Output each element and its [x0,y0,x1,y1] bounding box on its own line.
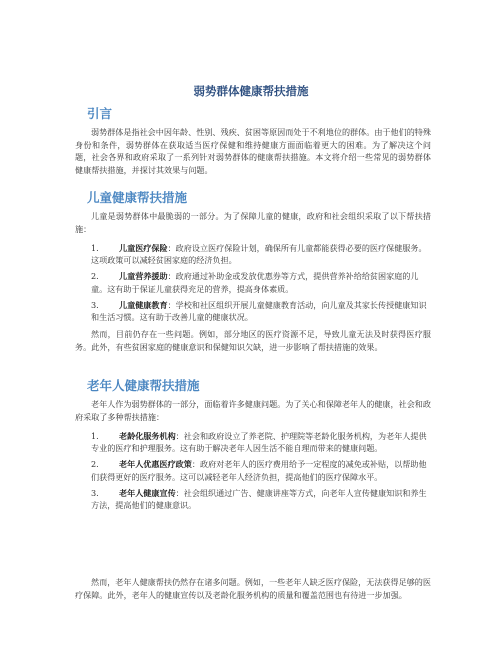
list-item-text: ：社会组织通过广告、健康讲座等方式，向老年人宣传健康知识和养生方法，提高他们的健康意识。 [91,487,427,511]
section-heading-intro: 引言 [87,106,113,121]
list-item-term: 儿童营养援助 [119,271,168,282]
list-item-number: 3. [91,299,99,310]
list-item [75,299,431,323]
list-item-number: 1. [91,431,99,441]
intro-paragraph: 弱势群体是指社会中因年龄、性别、残疾、贫困等原因而处于不利地位的群体。由于他们的特殊身份和条件，弱势群体在获取适当医疗保健和维持健康方面面临着更大的困难。为了解决这个问题，社会各界和政府采取了一系列针对弱势群体的健康帮扶措施。本文将介绍一些常见的弱势群体健康帮扶措施，并探讨其效果与问题。 [75,127,431,175]
list-item [75,430,431,454]
list-item [75,487,431,511]
list-item [75,458,431,482]
section-heading-children: 儿童健康帮扶措施 [87,190,188,205]
list-item-text: ：社会和政府设立了养老院、护理院等老龄化服务机构，为老年人提供专业的医疗和护理服务。这有助于解决老年人因生活不能自理而带来的健康问题。 [91,431,427,454]
list-item-number: 1. [91,243,99,253]
document-title: 弱势群体健康帮扶措施 [193,84,309,98]
section-heading-elderly: 老年人健康帮扶措施 [87,378,200,393]
elderly-measures-list [75,430,431,515]
list-item [75,242,431,266]
list-item-text: ：政府对老年人的医疗费用给予一定程度的减免或补贴，以帮助他们获得更好的医疗服务。这可以减轻老年人经济负担，提高他们的医疗保障水平。 [91,459,427,482]
list-item [75,270,431,294]
elderly-outro-paragraph: 然而，老年人健康帮扶仍然存在诸多问题。例如，一些老年人缺乏医疗保险，无法获得足够的医疗保障。此外，老年人的健康宣传以及老龄化服务机构的质量和覆盖范围也有待进一步加强。 [75,577,431,600]
elderly-intro-paragraph: 老年人作为弱势群体的一部分，面临着许多健康问题。为了关心和保障老年人的健康，社会和政府采取了多种帮扶措施： [75,399,431,422]
children-outro-paragraph: 然而，目前仍存在一些问题。例如，部分地区的医疗资源不足，导致儿童无法及时获得医疗服务。此外，有些贫困家庭的健康意识和保健知识欠缺，进一步影响了帮扶措施的效果。 [75,329,431,352]
children-measures-list [75,242,431,327]
list-item-number: 3. [91,487,99,498]
list-item-text: ：政府通过补助金或发放优惠券等方式，提供营养补给给贫困家庭的儿童。这有助于保证儿童获得充足的营养，提高身体素质。 [91,271,419,294]
list-item-term: 老年人健康宣传 [119,487,176,498]
list-item-term: 儿童健康教育 [119,299,168,310]
list-item-number: 2. [91,459,99,470]
list-item-number: 2. [91,271,99,282]
list-item-text: ：政府设立医疗保险计划，确保所有儿童都能获得必要的医疗保健服务。这项政策可以减轻贫困家庭的经济负担。 [91,243,427,266]
list-item-term: 老龄化服务机构 [119,431,176,441]
list-item-term: 儿童医疗保险 [119,243,168,253]
list-item-text: ：学校和社区组织开展儿童健康教育活动，向儿童及其家长传授健康知识和生活习惯。这有助于改善儿童的健康状况。 [91,299,427,323]
list-item-term: 老年人优惠医疗政策 [119,459,192,470]
children-intro-paragraph: 儿童是弱势群体中最脆弱的一部分。为了保障儿童的健康，政府和社会组织采取了以下帮扶措施： [75,211,431,234]
